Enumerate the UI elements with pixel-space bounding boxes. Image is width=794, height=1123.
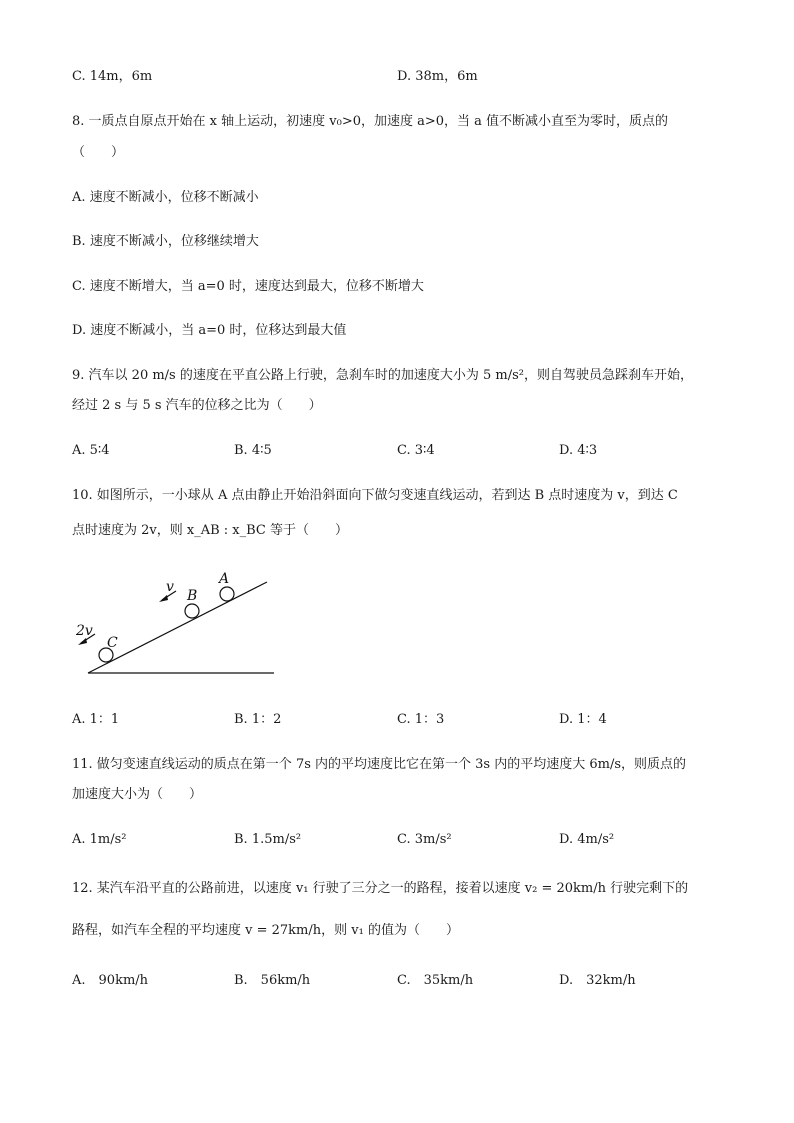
- q11-option-c: C. 3m/s²: [397, 832, 452, 847]
- q10-option-d: D. 1：4: [559, 712, 607, 727]
- q12-stem-line1: 12. 某汽车沿平直的公路前进，以速度 v₁ 行驶了三分之一的路程，接着以速度 v₂ = 20km/h 行驶完剩下的: [72, 881, 689, 896]
- arrowhead-2v: [78, 638, 87, 645]
- q8-option-d: D. 速度不断减小，当 a=0 时，位移达到最大值: [72, 323, 347, 338]
- ball-b: [185, 604, 199, 618]
- q7-option-c: C. 14m，6m: [72, 69, 153, 84]
- q7-option-d: D. 38m，6m: [397, 69, 478, 84]
- q10-option-b: B. 1：2: [234, 712, 282, 727]
- label-2v: 2v: [76, 623, 93, 639]
- q8-stem-line2: （ ）: [72, 145, 125, 160]
- q9-stem-line1: 9. 汽车以 20 m/s 的速度在平直公路上行驶，急刹车时的加速度大小为 5 m/s²，则自驾驶员急踩刹车开始，: [72, 368, 693, 383]
- label-b: B: [187, 588, 198, 604]
- q9-option-d: D. 4∶3: [559, 443, 598, 458]
- incline-figure: [70, 565, 290, 685]
- arrowhead-v: [159, 595, 168, 602]
- q11-stem-line2: 加速度大小为（ ）: [72, 787, 203, 802]
- q11-option-d: D. 4m/s²: [559, 832, 615, 847]
- q8-option-c: C. 速度不断增大，当 a=0 时，速度达到最大，位移不断增大: [72, 279, 424, 294]
- incline-line: [88, 582, 267, 673]
- q10-option-c: C. 1：3: [397, 712, 445, 727]
- q10-stem-line2: 点时速度为 2v，则 x_AB : x_BC 等于（ ）: [72, 523, 349, 538]
- q8-stem-line1: 8. 一质点自原点开始在 x 轴上运动，初速度 v₀>0，加速度 a>0，当 a 值不断减小直至为零时，质点的: [72, 114, 669, 129]
- q12-stem-line2: 路程，如汽车全程的平均速度 v = 27km/h，则 v₁ 的值为（ ）: [72, 923, 459, 938]
- q9-stem-line2: 经过 2 s 与 5 s 汽车的位移之比为（ ）: [72, 398, 322, 413]
- q12-option-d: D. 32km/h: [559, 973, 636, 988]
- label-v: v: [166, 579, 174, 595]
- q12-option-b: B. 56km/h: [234, 973, 311, 988]
- q11-option-b: B. 1.5m/s²: [234, 832, 302, 847]
- q9-option-a: A. 5∶4: [72, 443, 110, 458]
- q9-option-b: B. 4∶5: [234, 443, 272, 458]
- q11-option-a: A. 1m/s²: [72, 832, 127, 847]
- label-a: A: [219, 571, 230, 587]
- q8-option-a: A. 速度不断减小，位移不断减小: [72, 190, 259, 205]
- q9-option-c: C. 3∶4: [397, 443, 435, 458]
- q10-stem-line1: 10. 如图所示，一小球从 A 点由静止开始沿斜面向下做匀变速直线运动，若到达 B 点时速度为 v，到达 C: [72, 488, 678, 503]
- label-c: C: [107, 635, 118, 651]
- q8-option-b: B. 速度不断减小，位移继续增大: [72, 234, 259, 249]
- q11-stem-line1: 11. 做匀变速直线运动的质点在第一个 7s 内的平均速度比它在第一个 3s 内的平均速度大 6m/s，则质点的: [72, 757, 687, 772]
- q12-option-c: C. 35km/h: [397, 973, 474, 988]
- q12-option-a: A. 90km/h: [72, 973, 149, 988]
- q10-option-a: A. 1：1: [72, 712, 120, 727]
- ball-a: [220, 587, 234, 601]
